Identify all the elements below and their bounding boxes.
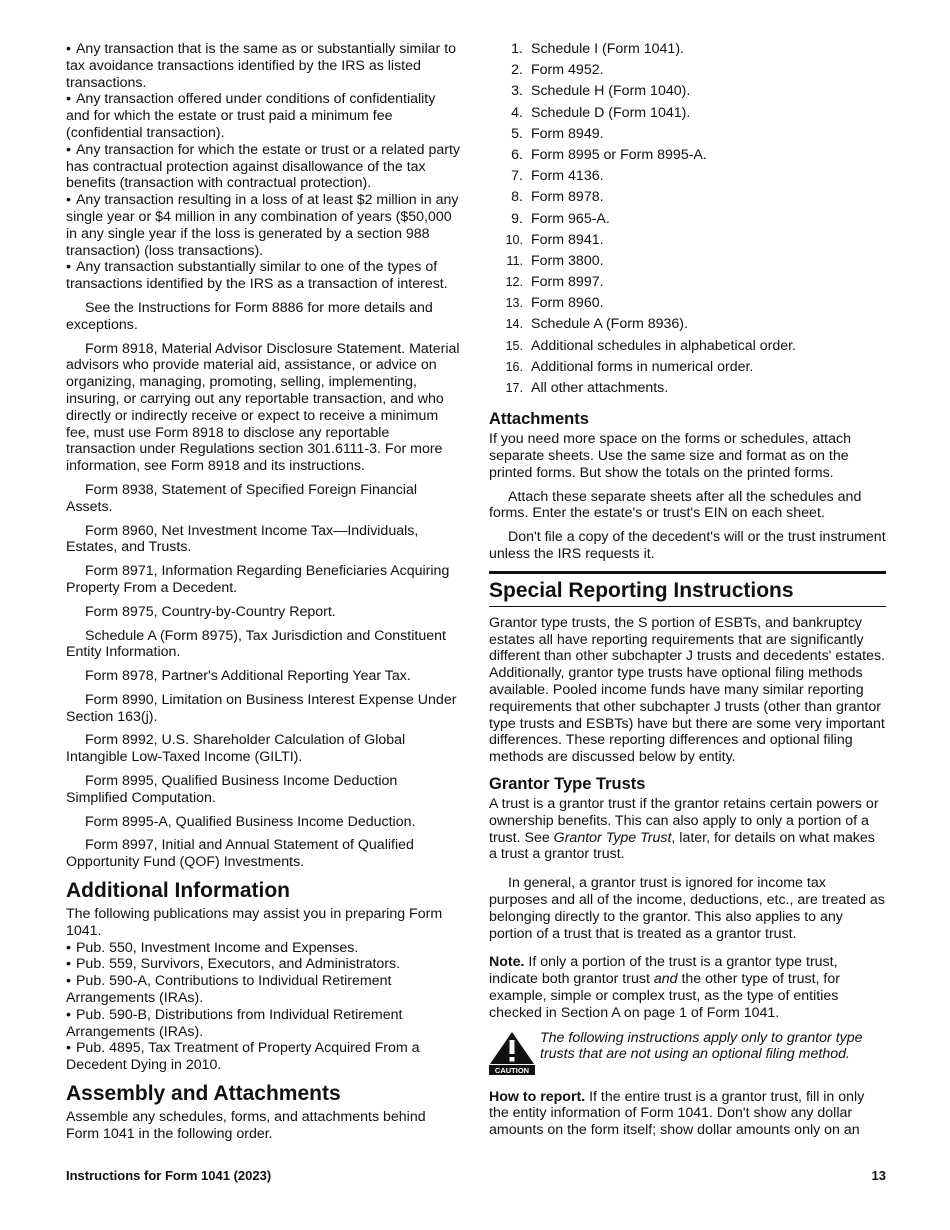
page-number: 13: [871, 1168, 886, 1183]
right-column: [489, 41, 886, 1139]
pub-559: • Pub. 559, Survivors, Executors, and Administrators.: [66, 956, 461, 973]
bullet-loss-transactions: • Any transaction resulting in a loss of at least $2 million in any single year or $4 million in any combination of years ($50,000 in any single year if the loss is generated by a section 988 transaction) (loss transactions).: [66, 192, 461, 259]
para-form-8995: Form 8995, Qualified Business Income Deduction Simplified Computation.: [66, 773, 398, 806]
list-text: Form 8960.: [531, 295, 604, 312]
list-item: [489, 232, 886, 253]
list-text: Additional forms in numerical order.: [531, 358, 754, 375]
list-number: 7.: [511, 168, 523, 185]
list-text: Form 8995 or Form 8995-A.: [531, 146, 707, 163]
list-number: 4.: [511, 104, 523, 121]
additional-info-intro: The following publications may assist you in preparing Form 1041.: [66, 906, 443, 939]
para-form-8975: Form 8975, Country-by-Country Report.: [85, 603, 336, 620]
bullet-contractual-protection: • Any transaction for which the estate or trust or a related party has contractual protection against disallowance of the tax benefits (transaction with contractual protection).: [66, 142, 461, 192]
list-number: 3.: [511, 83, 523, 100]
list-item: [489, 41, 886, 62]
list-number: 16.: [505, 359, 523, 374]
left-column: [66, 41, 461, 1143]
list-text: Form 8978.: [531, 189, 604, 206]
list-item: [489, 126, 886, 147]
list-item: [489, 168, 886, 189]
caution-text: The following instructions apply only to grantor type trusts that are not using an optional filing method.: [540, 1029, 863, 1063]
list-item: [489, 147, 886, 168]
list-number: 10.: [505, 232, 523, 247]
how-to-report: [489, 1089, 886, 1139]
list-text: Form 8941.: [531, 231, 604, 248]
page-footer: [66, 1168, 886, 1183]
list-text: Form 965-A.: [531, 210, 610, 227]
list-number: 1.: [511, 41, 523, 57]
heading-attachments: Attachments: [489, 410, 589, 429]
pub-590-a: • Pub. 590-A, Contributions to Individual Retirement Arrangements (IRAs).: [66, 973, 461, 1007]
para-form-8995-a: Form 8995-A, Qualified Business Income Deduction.: [85, 813, 416, 830]
list-number: 2.: [511, 62, 523, 79]
list-number: 14.: [505, 317, 523, 332]
list-item: [489, 62, 886, 83]
list-text: Form 3800.: [531, 252, 604, 269]
para-form-8992: Form 8992, U.S. Shareholder Calculation of Global Intangible Low-Taxed Income (GILTI).: [66, 732, 406, 766]
grantor-type-trust-reference: Grantor Type Trust: [553, 829, 672, 846]
heading-grantor-type-trusts: Grantor Type Trusts: [489, 774, 646, 793]
heading-additional-information: Additional Information: [66, 879, 290, 903]
list-text: Form 4136.: [531, 168, 604, 185]
para-form-8997: Form 8997, Initial and Annual Statement of Qualified Opportunity Fund (QOF) Investments.: [66, 837, 414, 871]
list-number: 11.: [506, 253, 523, 268]
list-item: [489, 274, 886, 295]
list-number: 5.: [511, 125, 523, 142]
list-item: [489, 211, 886, 232]
para-form-8990: Form 8990, Limitation on Business Interest Expense Under Section 163(j).: [66, 691, 457, 725]
list-number: 9.: [511, 210, 523, 227]
para-form-8886: See the Instructions for Form 8886 for more details and exceptions.: [66, 299, 433, 333]
pub-550: • Pub. 550, Investment Income and Expenses.: [66, 940, 461, 957]
grantor-para-1-text-a: A trust is a grantor trust if the grantor retains certain powers or ownership benefits. This can also apply to only a portion of a trust. See: [489, 795, 879, 846]
list-item: [489, 83, 886, 104]
attachments-para-2: Attach these separate sheets after all the schedules and forms. Enter the estate's or trust's EIN on each sheet.: [489, 488, 862, 522]
list-text: Form 8949.: [531, 125, 604, 142]
list-number: 12.: [505, 275, 523, 290]
grantor-para-2: In general, a grantor trust is ignored for income tax purposes and all of the income, deductions, etc., are treated as belonging directly to the grantor. This also applies to any portion of a trust that is treated as a grantor trust.: [489, 875, 885, 942]
list-text: Form 4952.: [531, 62, 604, 79]
list-item: [489, 380, 886, 401]
attachments-para-1: If you need more space on the forms or schedules, attach separate sheets. Use the same size and format as on the printed forms. But show the totals on the printed forms.: [489, 431, 851, 481]
pub-590-b: • Pub. 590-B, Distributions from Individual Retirement Arrangements (IRAs).: [66, 1007, 461, 1041]
note-text-a: If only a portion of the trust is a grantor type trust, indicate both grantor trust: [489, 954, 838, 988]
list-text: Schedule D (Form 1041).: [531, 104, 691, 121]
attachment-order-list: [489, 41, 886, 401]
grantor-para-1-text-b: , later, for details on what makes a trust a grantor trust.: [489, 829, 875, 863]
caution-label: CAUTION: [494, 1065, 530, 1075]
note-text-b: the other type of trust, for example, simple or complex trust, as the type of entities checked in Section A on page 1 of Form 1041.: [489, 971, 840, 1021]
special-reporting-para: Grantor type trusts, the S portion of ESBTs, and bankruptcy estates all have reporting requirements that are significantly different than other subchapter J trusts and decedents' estates. Additionally, grantor type trusts have optional filing methods available. Pooled income funds have many similar reporting requirements that other subchapter J trusts (other than grantor type trusts and ESBTs) have but there are some very important differences. These reporting differences and optional filing methods are discussed below by entity.: [489, 614, 886, 766]
grantor-note: [489, 954, 886, 1021]
list-text: Form 8997.: [531, 274, 604, 291]
bullet-confidential-transaction: • Any transaction offered under conditions of confidentiality and for which the estate or trust paid a minimum fee (confidential transaction).: [66, 91, 461, 141]
para-form-8918: Form 8918, Material Advisor Disclosure Statement. Material advisors who provide material aid, assistance, or advice on organizing, managing, promoting, selling, implementing, insuring, or carrying out any reportable transaction, and who directly or indirectly receive or expect to receive a minimum fee, must use Form 8918 to disclose any reportable transaction under Regulations section 301.6111-3. For more information, see Form 8918 and its instructions.: [66, 340, 460, 475]
bullet-listed-transactions: • Any transaction that is the same as or substantially similar to tax avoidance transactions identified by the IRS as listed transactions.: [66, 41, 461, 91]
list-item: [489, 359, 886, 380]
list-item: [489, 295, 886, 316]
list-text: Schedule A (Form 8936).: [531, 316, 688, 333]
assembly-text: Assemble any schedules, forms, and attachments behind Form 1041 in the following order.: [66, 1109, 426, 1142]
list-text: Schedule H (Form 1040).: [531, 83, 691, 100]
pub-4895: • Pub. 4895, Tax Treatment of Property Acquired From a Decedent Dying in 2010.: [66, 1040, 461, 1074]
how-to-report-text: If the entire trust is a grantor trust, fill in only the entity information of Form 1041. Don't show any dollar amounts on the form itself; show dollar amounts only on an: [489, 1088, 865, 1139]
list-number: 17.: [505, 381, 523, 395]
para-form-8938: Form 8938, Statement of Specified Foreign Financial Assets.: [66, 481, 417, 515]
list-item: [489, 105, 886, 126]
caution-box: [489, 1030, 886, 1075]
para-form-8960: Form 8960, Net Investment Income Tax—Individuals, Estates, and Trusts.: [66, 522, 419, 556]
list-number: 15.: [505, 338, 523, 353]
list-item: [489, 338, 886, 359]
caution-icon: [489, 1031, 535, 1075]
attachments-para-3: Don't file a copy of the decedent's will or the trust instrument unless the IRS requests it.: [489, 529, 886, 562]
para-form-8971: Form 8971, Information Regarding Beneficiaries Acquiring Property From a Decedent.: [66, 563, 450, 596]
list-text: Schedule I (Form 1041).: [531, 41, 684, 57]
list-item: [489, 253, 886, 274]
list-text: All other attachments.: [531, 380, 669, 396]
heading-special-reporting-instructions: Special Reporting Instructions: [489, 578, 886, 607]
how-to-report-label: How to report.: [489, 1088, 586, 1105]
note-label: Note.: [489, 954, 525, 971]
heading-assembly-attachments: Assembly and Attachments: [66, 1082, 341, 1106]
footer-title: Instructions for Form 1041 (2023): [66, 1168, 272, 1183]
para-schedule-a-8975: Schedule A (Form 8975), Tax Jurisdiction and Constituent Entity Information.: [66, 627, 446, 661]
list-number: 8.: [511, 189, 523, 206]
list-number: 13.: [505, 296, 523, 311]
list-number: 6.: [511, 146, 523, 163]
note-emphasis: and: [653, 971, 678, 988]
grantor-para-1: [489, 796, 886, 863]
para-form-8978: Form 8978, Partner's Additional Reporting Year Tax.: [85, 668, 411, 685]
section-divider: [489, 571, 886, 607]
bullet-transaction-of-interest: • Any transaction substantially similar to one of the types of transactions identified by the IRS as a transaction of interest.: [66, 259, 461, 293]
list-item: [489, 316, 886, 337]
list-text: Additional schedules in alphabetical order.: [531, 337, 797, 354]
list-item: [489, 189, 886, 210]
